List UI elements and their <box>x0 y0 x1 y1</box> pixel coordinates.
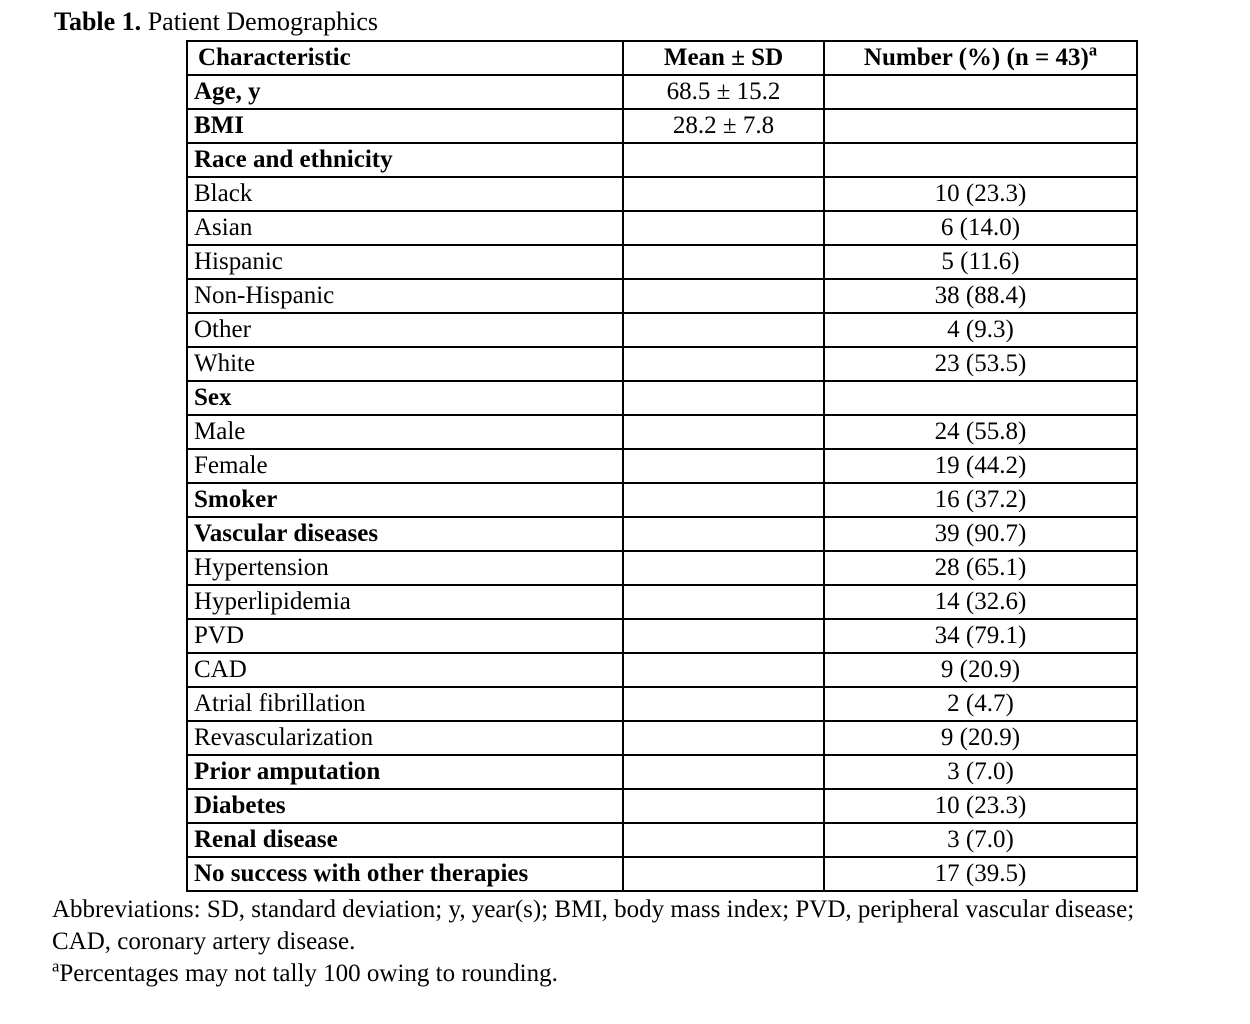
cell-characteristic: Male <box>187 415 623 449</box>
patient-demographics-table <box>186 40 1138 892</box>
cell-number-percent: 28 (65.1) <box>824 551 1137 585</box>
table-row <box>187 517 1137 551</box>
footnote-abbreviations: Abbreviations: SD, standard deviation; y, year(s); BMI, body mass index; PVD, peripheral vascular disease; CAD, coronary artery disease. <box>52 896 1135 955</box>
table-row <box>187 381 1137 415</box>
cell-mean-sd <box>623 721 824 755</box>
cell-number-percent: 10 (23.3) <box>824 789 1137 823</box>
table-row <box>187 75 1137 109</box>
cell-number-percent: 14 (32.6) <box>824 585 1137 619</box>
table-row <box>187 415 1137 449</box>
cell-characteristic: Sex <box>187 381 623 415</box>
cell-characteristic: Black <box>187 177 623 211</box>
cell-mean-sd <box>623 619 824 653</box>
cell-characteristic: Non-Hispanic <box>187 279 623 313</box>
cell-mean-sd <box>623 687 824 721</box>
column-header-mean-sd: Mean ± SD <box>623 41 824 75</box>
footnote-rounding-note <box>52 958 1212 990</box>
cell-mean-sd <box>623 585 824 619</box>
table-row <box>187 653 1137 687</box>
cell-characteristic: Hyperlipidemia <box>187 585 623 619</box>
cell-characteristic: Female <box>187 449 623 483</box>
table-row <box>187 857 1137 891</box>
cell-mean-sd <box>623 551 824 585</box>
cell-mean-sd <box>623 857 824 891</box>
cell-mean-sd <box>623 245 824 279</box>
table-header-row <box>187 41 1137 75</box>
table-container <box>186 40 1138 892</box>
table-row <box>187 721 1137 755</box>
cell-mean-sd <box>623 415 824 449</box>
table-row <box>187 313 1137 347</box>
table-row <box>187 279 1137 313</box>
table-row <box>187 449 1137 483</box>
column-header-number-percent-text: Number (%) (n = 43) <box>863 44 1089 71</box>
footnote-marker-a-note: a <box>52 956 60 976</box>
cell-mean-sd <box>623 789 824 823</box>
cell-characteristic: BMI <box>187 109 623 143</box>
cell-number-percent <box>824 109 1137 143</box>
cell-mean-sd <box>623 313 824 347</box>
table-caption-label: Table 1. <box>54 7 142 36</box>
cell-number-percent: 17 (39.5) <box>824 857 1137 891</box>
cell-characteristic: No success with other therapies <box>187 857 623 891</box>
table-row <box>187 585 1137 619</box>
table-row <box>187 109 1137 143</box>
cell-characteristic: Diabetes <box>187 789 623 823</box>
cell-characteristic: Race and ethnicity <box>187 143 623 177</box>
table-row <box>187 143 1137 177</box>
cell-characteristic: Vascular diseases <box>187 517 623 551</box>
cell-mean-sd: 68.5 ± 15.2 <box>623 75 824 109</box>
cell-mean-sd <box>623 347 824 381</box>
cell-characteristic: Other <box>187 313 623 347</box>
table-row <box>187 177 1137 211</box>
cell-number-percent <box>824 381 1137 415</box>
cell-characteristic: PVD <box>187 619 623 653</box>
cell-characteristic: Renal disease <box>187 823 623 857</box>
cell-number-percent <box>824 75 1137 109</box>
cell-number-percent: 9 (20.9) <box>824 653 1137 687</box>
column-header-number-percent <box>824 41 1137 75</box>
cell-characteristic: Revascularization <box>187 721 623 755</box>
cell-mean-sd <box>623 381 824 415</box>
table-row <box>187 687 1137 721</box>
table-row <box>187 619 1137 653</box>
cell-characteristic: Asian <box>187 211 623 245</box>
cell-characteristic: Age, y <box>187 75 623 109</box>
cell-number-percent: 9 (20.9) <box>824 721 1137 755</box>
table-row <box>187 823 1137 857</box>
cell-number-percent <box>824 143 1137 177</box>
cell-number-percent: 2 (4.7) <box>824 687 1137 721</box>
table-row <box>187 551 1137 585</box>
table-row <box>187 755 1137 789</box>
cell-characteristic: Prior amputation <box>187 755 623 789</box>
cell-number-percent: 23 (53.5) <box>824 347 1137 381</box>
cell-characteristic: Hispanic <box>187 245 623 279</box>
cell-mean-sd <box>623 449 824 483</box>
cell-number-percent: 3 (7.0) <box>824 823 1137 857</box>
cell-number-percent: 34 (79.1) <box>824 619 1137 653</box>
cell-number-percent: 19 (44.2) <box>824 449 1137 483</box>
cell-characteristic: Smoker <box>187 483 623 517</box>
table-row <box>187 211 1137 245</box>
cell-characteristic: White <box>187 347 623 381</box>
cell-number-percent: 24 (55.8) <box>824 415 1137 449</box>
cell-number-percent: 10 (23.3) <box>824 177 1137 211</box>
table-footnotes <box>52 894 1212 990</box>
table-row <box>187 789 1137 823</box>
cell-mean-sd <box>623 211 824 245</box>
table-caption-text: Patient Demographics <box>141 7 379 36</box>
cell-mean-sd <box>623 143 824 177</box>
cell-characteristic: CAD <box>187 653 623 687</box>
cell-number-percent: 4 (9.3) <box>824 313 1137 347</box>
cell-number-percent: 16 (37.2) <box>824 483 1137 517</box>
table-header <box>187 41 1137 75</box>
cell-mean-sd <box>623 755 824 789</box>
table-body <box>187 75 1137 891</box>
cell-mean-sd <box>623 483 824 517</box>
cell-mean-sd <box>623 653 824 687</box>
cell-number-percent: 5 (11.6) <box>824 245 1137 279</box>
cell-characteristic: Hypertension <box>187 551 623 585</box>
table-caption <box>54 6 1250 38</box>
column-header-characteristic: Characteristic <box>187 41 623 75</box>
cell-mean-sd <box>623 517 824 551</box>
cell-mean-sd: 28.2 ± 7.8 <box>623 109 824 143</box>
cell-mean-sd <box>623 279 824 313</box>
cell-number-percent: 38 (88.4) <box>824 279 1137 313</box>
cell-number-percent: 3 (7.0) <box>824 755 1137 789</box>
cell-number-percent: 6 (14.0) <box>824 211 1137 245</box>
footnote-marker-a: a <box>1088 41 1098 60</box>
table-row <box>187 347 1137 381</box>
table-row <box>187 483 1137 517</box>
cell-characteristic: Atrial fibrillation <box>187 687 623 721</box>
cell-mean-sd <box>623 823 824 857</box>
cell-number-percent: 39 (90.7) <box>824 517 1137 551</box>
cell-mean-sd <box>623 177 824 211</box>
footnote-rounding-note-text: Percentages may not tally 100 owing to rounding. <box>59 960 558 987</box>
table-row <box>187 245 1137 279</box>
